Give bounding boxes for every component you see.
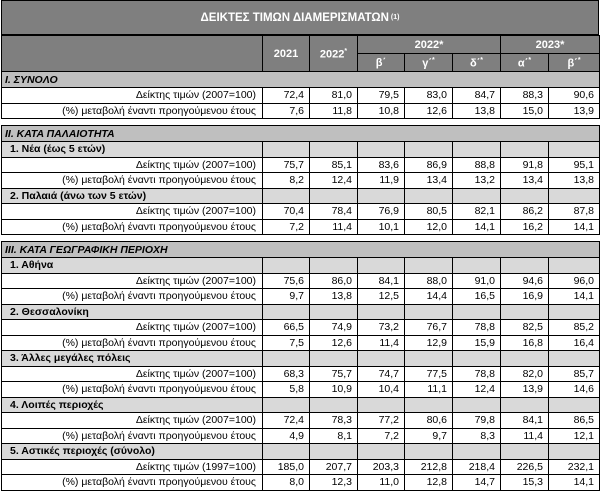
section-spacer xyxy=(2,235,600,242)
row-label: Δείκτης τιμών (2007=100) xyxy=(2,157,263,173)
value-cell: 11,9 xyxy=(358,173,405,189)
subgroup-header-empty-cell xyxy=(263,188,310,204)
value-cell: 74,7 xyxy=(358,366,405,382)
header-quarter-g-2022 xyxy=(405,54,453,72)
subgroup-header-empty-cell xyxy=(405,444,453,460)
spacer-cell xyxy=(2,119,600,126)
value-cell: 88,8 xyxy=(453,157,501,173)
subgroup-header-empty-cell xyxy=(405,188,453,204)
table-row xyxy=(2,413,600,429)
section-title: III. ΚΑΤΑ ΓΕΩΓΡΑΦΙΚΗ ΠΕΡΙΟΧΗ xyxy=(2,242,600,258)
value-cell: 68,3 xyxy=(263,366,310,382)
value-cell: 12,5 xyxy=(358,289,405,305)
subgroup-title: 4. Λοιπές περιοχές xyxy=(2,397,263,413)
value-cell: 16,4 xyxy=(549,335,600,351)
table-row xyxy=(2,219,600,235)
header-quarter-d-2022 xyxy=(453,54,501,72)
table-header xyxy=(2,36,600,72)
subgroup-header-empty-cell xyxy=(263,444,310,460)
value-cell: 13,9 xyxy=(549,103,600,119)
subgroup-header-empty-cell xyxy=(549,188,600,204)
row-label: (%) μεταβολή έναντι προηγούμενου έτους xyxy=(2,428,263,444)
apartment-price-index-table xyxy=(1,35,600,491)
value-cell: 80,6 xyxy=(405,413,453,429)
value-cell: 76,9 xyxy=(358,204,405,220)
value-cell: 16,5 xyxy=(453,289,501,305)
value-cell: 13,9 xyxy=(501,382,549,398)
value-cell: 86,5 xyxy=(549,413,600,429)
value-cell: 12,4 xyxy=(453,382,501,398)
value-cell: 10,1 xyxy=(358,219,405,235)
subgroup-header-empty-cell xyxy=(358,304,405,320)
value-cell: 77,5 xyxy=(405,366,453,382)
header-quarter-g-star: * xyxy=(432,57,435,65)
table-row xyxy=(2,103,600,119)
subgroup-header-empty-cell xyxy=(549,258,600,274)
value-cell: 207,7 xyxy=(310,459,358,475)
value-cell: 86,9 xyxy=(405,157,453,173)
value-cell: 91,8 xyxy=(501,157,549,173)
value-cell: 84,1 xyxy=(501,413,549,429)
value-cell: 8,2 xyxy=(263,173,310,189)
subgroup-header-row xyxy=(2,142,600,158)
subgroup-header-empty-cell xyxy=(358,258,405,274)
value-cell: 14,1 xyxy=(549,475,600,491)
value-cell: 7,6 xyxy=(263,103,310,119)
value-cell: 11,4 xyxy=(358,335,405,351)
subgroup-header-empty-cell xyxy=(501,142,549,158)
row-label: Δείκτης τιμών (2007=100) xyxy=(2,273,263,289)
row-label: Δείκτης τιμών (2007=100) xyxy=(2,413,263,429)
table-row xyxy=(2,320,600,336)
header-group-2022: 2022* xyxy=(358,36,501,54)
subgroup-header-empty-cell xyxy=(358,397,405,413)
value-cell: 88,0 xyxy=(405,273,453,289)
subgroup-header-row xyxy=(2,397,600,413)
value-cell: 15,3 xyxy=(501,475,549,491)
subgroup-header-empty-cell xyxy=(501,258,549,274)
spacer-cell xyxy=(2,235,600,242)
subgroup-header-empty-cell xyxy=(310,304,358,320)
section-header-row xyxy=(2,126,600,142)
value-cell: 77,2 xyxy=(358,413,405,429)
value-cell: 70,4 xyxy=(263,204,310,220)
value-cell: 79,8 xyxy=(453,413,501,429)
subgroup-title: 3. Άλλες μεγάλες πόλεις xyxy=(2,351,263,367)
subgroup-header-empty-cell xyxy=(263,258,310,274)
table-row xyxy=(2,475,600,491)
table-row xyxy=(2,366,600,382)
value-cell: 80,5 xyxy=(405,204,453,220)
value-cell: 85,1 xyxy=(310,157,358,173)
value-cell: 78,4 xyxy=(310,204,358,220)
subgroup-title: 2. Παλαιά (άνω των 5 ετών) xyxy=(2,188,263,204)
value-cell: 75,6 xyxy=(263,273,310,289)
value-cell: 87,8 xyxy=(549,204,600,220)
value-cell: 5,8 xyxy=(263,382,310,398)
value-cell: 11,0 xyxy=(358,475,405,491)
subgroup-header-empty-cell xyxy=(263,397,310,413)
subgroup-header-empty-cell xyxy=(358,444,405,460)
value-cell: 72,4 xyxy=(263,88,310,104)
value-cell: 8,1 xyxy=(310,428,358,444)
value-cell: 7,2 xyxy=(263,219,310,235)
value-cell: 185,0 xyxy=(263,459,310,475)
value-cell: 74,9 xyxy=(310,320,358,336)
subgroup-header-empty-cell xyxy=(310,142,358,158)
value-cell: 73,2 xyxy=(358,320,405,336)
header-quarter-a-text: α΄ xyxy=(517,57,529,70)
subgroup-header-empty-cell xyxy=(310,351,358,367)
value-cell: 13,8 xyxy=(549,173,600,189)
value-cell: 16,2 xyxy=(501,219,549,235)
value-cell: 88,3 xyxy=(501,88,549,104)
subgroup-header-empty-cell xyxy=(310,397,358,413)
value-cell: 12,6 xyxy=(310,335,358,351)
row-label: Δείκτης τιμών (2007=100) xyxy=(2,88,263,104)
subgroup-header-empty-cell xyxy=(310,188,358,204)
row-label: (%) μεταβολή έναντι προηγούμενου έτους xyxy=(2,103,263,119)
row-label: (%) μεταβολή έναντι προηγούμενου έτους xyxy=(2,335,263,351)
subgroup-header-empty-cell xyxy=(501,444,549,460)
section-header-row xyxy=(2,242,600,258)
table-row xyxy=(2,335,600,351)
value-cell: 13,8 xyxy=(310,289,358,305)
table-row xyxy=(2,382,600,398)
value-cell: 14,4 xyxy=(405,289,453,305)
subgroup-header-empty-cell xyxy=(501,188,549,204)
header-year-2021: 2021 xyxy=(263,36,310,72)
subgroup-header-row xyxy=(2,304,600,320)
value-cell: 10,9 xyxy=(310,382,358,398)
subgroup-header-empty-cell xyxy=(549,142,600,158)
value-cell: 81,0 xyxy=(310,88,358,104)
table-row xyxy=(2,428,600,444)
value-cell: 76,7 xyxy=(405,320,453,336)
value-cell: 12,6 xyxy=(405,103,453,119)
subgroup-header-empty-cell xyxy=(358,188,405,204)
value-cell: 7,5 xyxy=(263,335,310,351)
value-cell: 12,9 xyxy=(405,335,453,351)
subgroup-header-empty-cell xyxy=(358,142,405,158)
value-cell: 13,4 xyxy=(501,173,549,189)
subgroup-header-empty-cell xyxy=(263,351,310,367)
value-cell: 66,5 xyxy=(263,320,310,336)
section-header-row xyxy=(2,72,600,88)
section-title: II. ΚΑΤΑ ΠΑΛΑΙΟΤΗΤΑ xyxy=(2,126,600,142)
table-row xyxy=(2,459,600,475)
value-cell: 11,1 xyxy=(405,382,453,398)
table-title xyxy=(1,0,599,35)
value-cell: 82,0 xyxy=(501,366,549,382)
header-quarter-b-2022: β΄ xyxy=(358,54,405,72)
subgroup-header-empty-cell xyxy=(453,351,501,367)
table-row xyxy=(2,289,600,305)
value-cell: 75,7 xyxy=(310,366,358,382)
subgroup-header-empty-cell xyxy=(453,444,501,460)
value-cell: 96,0 xyxy=(549,273,600,289)
value-cell: 13,2 xyxy=(453,173,501,189)
subgroup-header-empty-cell xyxy=(549,397,600,413)
subgroup-header-empty-cell xyxy=(405,304,453,320)
value-cell: 7,2 xyxy=(358,428,405,444)
value-cell: 12,8 xyxy=(405,475,453,491)
header-quarter-d-star: * xyxy=(480,57,484,65)
header-year-2022-text: 2022 xyxy=(319,48,345,61)
header-quarter-g-text: γ΄ xyxy=(422,57,433,70)
subgroup-header-empty-cell xyxy=(501,397,549,413)
value-cell: 90,6 xyxy=(549,88,600,104)
subgroup-header-empty-cell xyxy=(549,444,600,460)
row-label: Δείκτης τιμών (2007=100) xyxy=(2,204,263,220)
section-spacer xyxy=(2,119,600,126)
subgroup-title: 1. Αθήνα xyxy=(2,258,263,274)
subgroup-header-empty-cell xyxy=(310,258,358,274)
subgroup-header-empty-cell xyxy=(263,142,310,158)
row-label: (%) μεταβολή έναντι προηγούμενου έτους xyxy=(2,173,263,189)
value-cell: 79,5 xyxy=(358,88,405,104)
value-cell: 11,4 xyxy=(310,219,358,235)
header-quarter-d-text: δ΄ xyxy=(469,57,481,70)
value-cell: 13,8 xyxy=(453,103,501,119)
value-cell: 94,6 xyxy=(501,273,549,289)
value-cell: 15,0 xyxy=(501,103,549,119)
value-cell: 83,6 xyxy=(358,157,405,173)
subgroup-header-empty-cell xyxy=(549,304,600,320)
subgroup-header-row xyxy=(2,444,600,460)
table-body xyxy=(2,72,600,491)
subgroup-header-empty-cell xyxy=(310,444,358,460)
value-cell: 232,1 xyxy=(549,459,600,475)
value-cell: 4,9 xyxy=(263,428,310,444)
subgroup-title: 5. Αστικές περιοχές (σύνολο) xyxy=(2,444,263,460)
header-year-2022-star: * xyxy=(344,48,348,56)
table-row xyxy=(2,173,600,189)
table-row xyxy=(2,88,600,104)
value-cell: 95,1 xyxy=(549,157,600,173)
value-cell: 14,6 xyxy=(549,382,600,398)
header-quarter-a-star: * xyxy=(528,57,532,65)
value-cell: 12,3 xyxy=(310,475,358,491)
row-label: (%) μεταβολή έναντι προηγούμενου έτους xyxy=(2,289,263,305)
table-row xyxy=(2,273,600,289)
header-quarter-b23-text: β΄ xyxy=(567,57,578,70)
subgroup-header-empty-cell xyxy=(405,351,453,367)
value-cell: 83,0 xyxy=(405,88,453,104)
header-group-2023: 2023* xyxy=(501,36,600,54)
subgroup-header-empty-cell xyxy=(549,351,600,367)
table-row xyxy=(2,204,600,220)
value-cell: 91,0 xyxy=(453,273,501,289)
subgroup-header-row xyxy=(2,258,600,274)
value-cell: 11,8 xyxy=(310,103,358,119)
subgroup-header-empty-cell xyxy=(405,397,453,413)
subgroup-header-empty-cell xyxy=(405,258,453,274)
value-cell: 10,8 xyxy=(358,103,405,119)
row-label: Δείκτης τιμών (2007=100) xyxy=(2,320,263,336)
subgroup-header-empty-cell xyxy=(358,351,405,367)
value-cell: 13,4 xyxy=(405,173,453,189)
section-title: I. ΣΥΝΟΛΟ xyxy=(2,72,600,88)
value-cell: 16,8 xyxy=(501,335,549,351)
table-row xyxy=(2,157,600,173)
value-cell: 14,1 xyxy=(453,219,501,235)
value-cell: 212,8 xyxy=(405,459,453,475)
subgroup-header-empty-cell xyxy=(453,258,501,274)
header-year-2022 xyxy=(310,36,358,72)
header-quarter-b23-star: * xyxy=(577,57,581,65)
row-label: Δείκτης τιμών (2007=100) xyxy=(2,366,263,382)
subgroup-header-empty-cell xyxy=(501,351,549,367)
value-cell: 78,3 xyxy=(310,413,358,429)
value-cell: 78,8 xyxy=(453,366,501,382)
table-title-text: ΔΕΙΚΤΕΣ ΤΙΜΩΝ ΔΙΑΜΕΡΙΣΜΑΤΩΝ xyxy=(200,11,389,24)
value-cell: 12,1 xyxy=(549,428,600,444)
value-cell: 85,2 xyxy=(549,320,600,336)
title-footnote-marker: (1) xyxy=(390,14,400,21)
value-cell: 84,1 xyxy=(358,273,405,289)
subgroup-header-row xyxy=(2,188,600,204)
value-cell: 12,0 xyxy=(405,219,453,235)
subgroup-header-empty-cell xyxy=(453,188,501,204)
subgroup-header-row xyxy=(2,351,600,367)
value-cell: 82,5 xyxy=(501,320,549,336)
value-cell: 203,3 xyxy=(358,459,405,475)
value-cell: 16,9 xyxy=(501,289,549,305)
value-cell: 14,1 xyxy=(549,219,600,235)
value-cell: 14,1 xyxy=(549,289,600,305)
header-label-column xyxy=(2,36,263,72)
value-cell: 86,0 xyxy=(310,273,358,289)
value-cell: 226,5 xyxy=(501,459,549,475)
value-cell: 10,4 xyxy=(358,382,405,398)
value-cell: 9,7 xyxy=(263,289,310,305)
value-cell: 72,4 xyxy=(263,413,310,429)
subgroup-header-empty-cell xyxy=(263,304,310,320)
subgroup-header-empty-cell xyxy=(501,304,549,320)
value-cell: 75,7 xyxy=(263,157,310,173)
row-label: (%) μεταβολή έναντι προηγούμενου έτους xyxy=(2,382,263,398)
value-cell: 12,4 xyxy=(310,173,358,189)
row-label: Δείκτης τιμών (1997=100) xyxy=(2,459,263,475)
subgroup-header-empty-cell xyxy=(453,397,501,413)
value-cell: 86,2 xyxy=(501,204,549,220)
value-cell: 15,9 xyxy=(453,335,501,351)
value-cell: 85,7 xyxy=(549,366,600,382)
row-label: (%) μεταβολή έναντι προηγούμενου έτους xyxy=(2,219,263,235)
subgroup-header-empty-cell xyxy=(453,304,501,320)
subgroup-title: 2. Θεσσαλονίκη xyxy=(2,304,263,320)
value-cell: 84,7 xyxy=(453,88,501,104)
header-quarter-b-2023 xyxy=(549,54,600,72)
subgroup-header-empty-cell xyxy=(453,142,501,158)
value-cell: 11,4 xyxy=(501,428,549,444)
header-quarter-a-2023 xyxy=(501,54,549,72)
value-cell: 14,7 xyxy=(453,475,501,491)
value-cell: 78,8 xyxy=(453,320,501,336)
value-cell: 9,7 xyxy=(405,428,453,444)
value-cell: 8,0 xyxy=(263,475,310,491)
subgroup-header-empty-cell xyxy=(405,142,453,158)
row-label: (%) μεταβολή έναντι προηγούμενου έτους xyxy=(2,475,263,491)
value-cell: 8,3 xyxy=(453,428,501,444)
subgroup-title: 1. Νέα (έως 5 ετών) xyxy=(2,142,263,158)
value-cell: 82,1 xyxy=(453,204,501,220)
value-cell: 218,4 xyxy=(453,459,501,475)
